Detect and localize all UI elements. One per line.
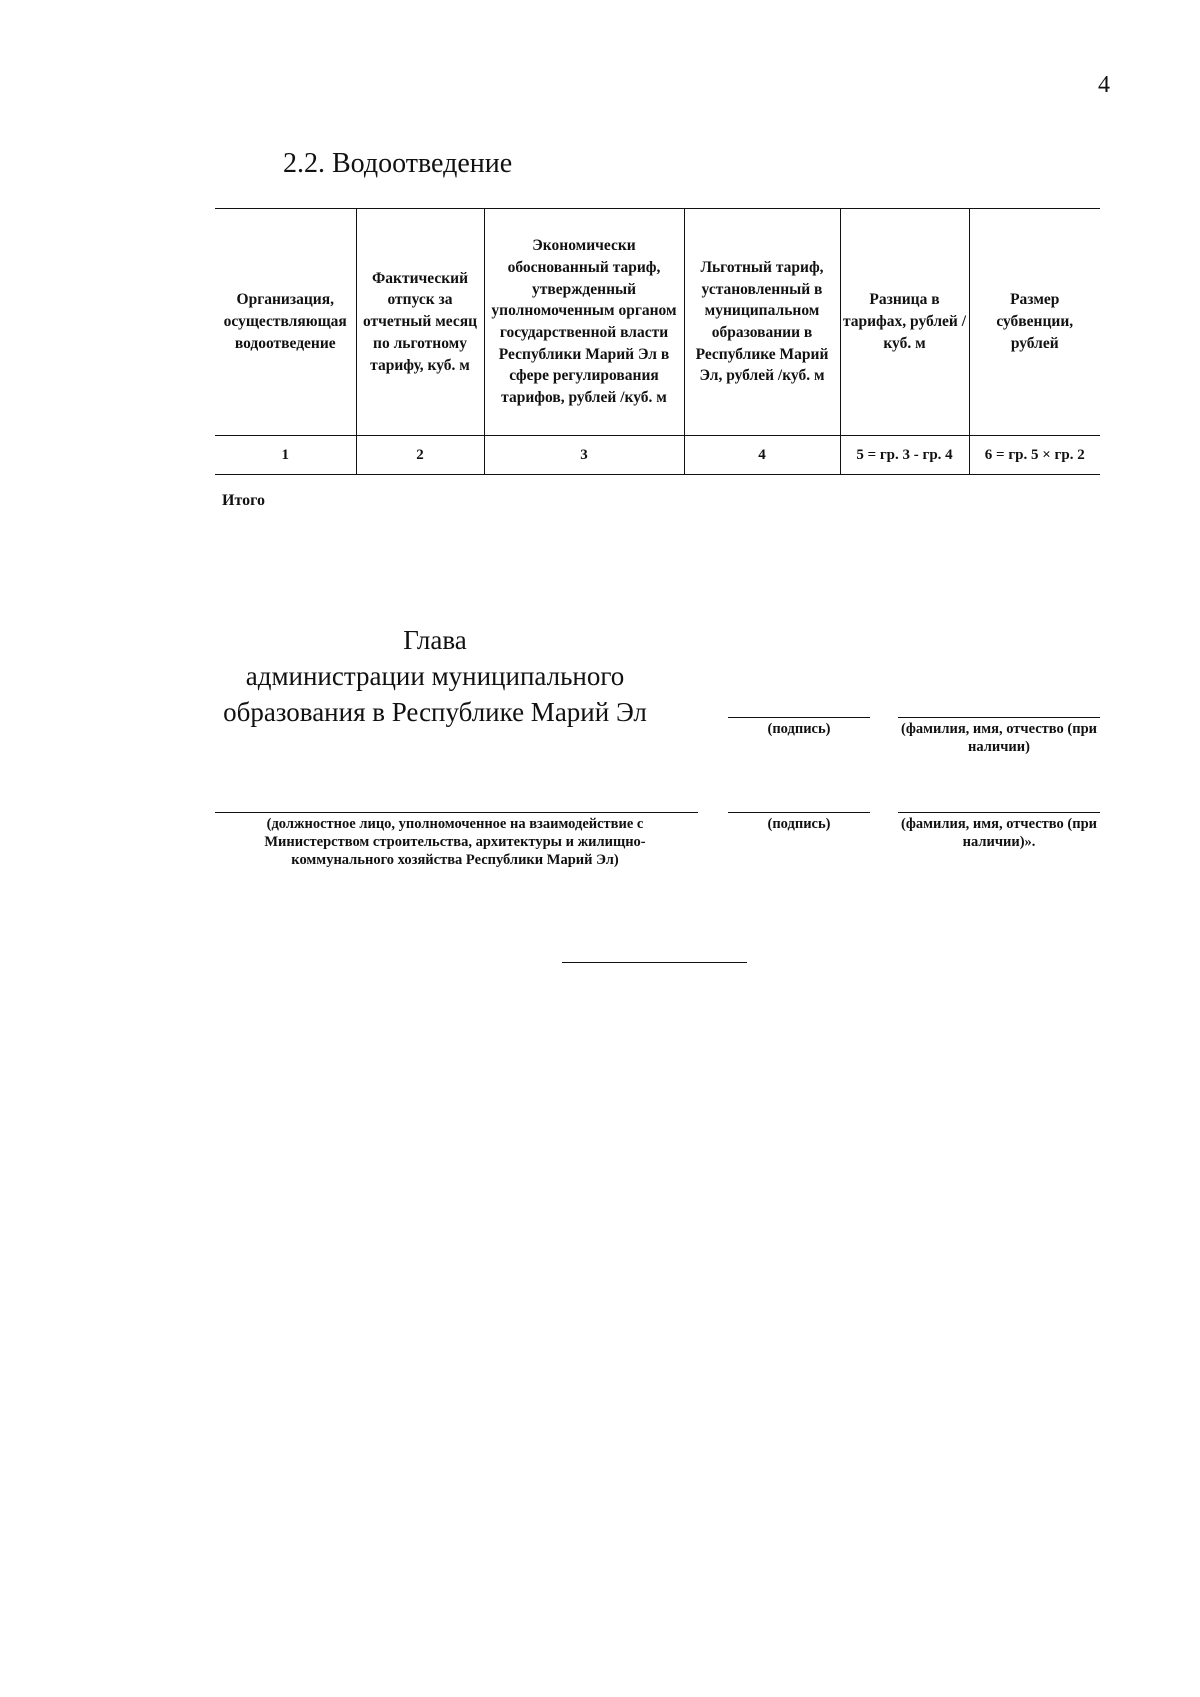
header-subvention-amount: Размер субвенции, рублей — [969, 209, 1100, 436]
total-label: Итого — [222, 492, 265, 509]
column-number: 4 — [684, 436, 840, 475]
full-name-caption: (фамилия, имя, отчество (при наличии) — [901, 721, 1097, 755]
column-number: 6 = гр. 5 × гр. 2 — [969, 436, 1100, 475]
signatory-line-3: образования в Республике Марий Эл — [223, 697, 647, 727]
page-number: 4 — [1098, 72, 1110, 98]
signature-caption-2: (подпись) — [767, 816, 831, 832]
table-header-row — [215, 209, 1100, 436]
header-organization: Организация, осуществляющая водоотведение — [215, 209, 356, 436]
signature-caption: (подпись) — [767, 721, 831, 737]
header-actual-volume: Фактический отпуск за отчетный месяц по льготному тарифу, куб. м — [356, 209, 484, 436]
signatory-line-1: Глава — [403, 625, 467, 655]
column-number: 3 — [484, 436, 684, 475]
full-name-caption-2: (фамилия, имя, отчество (при наличии)». — [901, 816, 1097, 850]
signatory-title — [210, 622, 660, 730]
full-name-line — [898, 717, 1100, 718]
signature-line-2 — [728, 812, 870, 813]
signature-line — [728, 717, 870, 718]
end-of-document-line — [562, 962, 747, 963]
full-name-line-2 — [898, 812, 1100, 813]
official-line — [215, 812, 698, 813]
header-preferential-tariff: Льготный тариф, установленный в муниципальном образовании в Республике Марий Эл, рублей /куб. м — [684, 209, 840, 436]
subsidy-table — [215, 208, 1100, 475]
header-tariff-difference: Разница в тарифах, рублей /куб. м — [840, 209, 969, 436]
column-number: 5 = гр. 3 - гр. 4 — [840, 436, 969, 475]
official-caption: (должностное лицо, уполномоченное на взаимодействие с Министерством строительства, архитектуры и жилищно-коммунального хозяйства Республики Марий Эл) — [264, 816, 646, 868]
signatory-line-2: администрации муниципального — [245, 661, 625, 691]
column-number: 1 — [215, 436, 356, 475]
table-column-numbers-row — [215, 436, 1100, 475]
section-title: 2.2. Водоотведение — [283, 148, 513, 179]
header-economic-tariff: Экономически обоснованный тариф, утвержденный уполномоченным органом государственной власти Республики Марий Эл в сфере регулирования тарифов, рублей /куб. м — [484, 209, 684, 436]
column-number: 2 — [356, 436, 484, 475]
